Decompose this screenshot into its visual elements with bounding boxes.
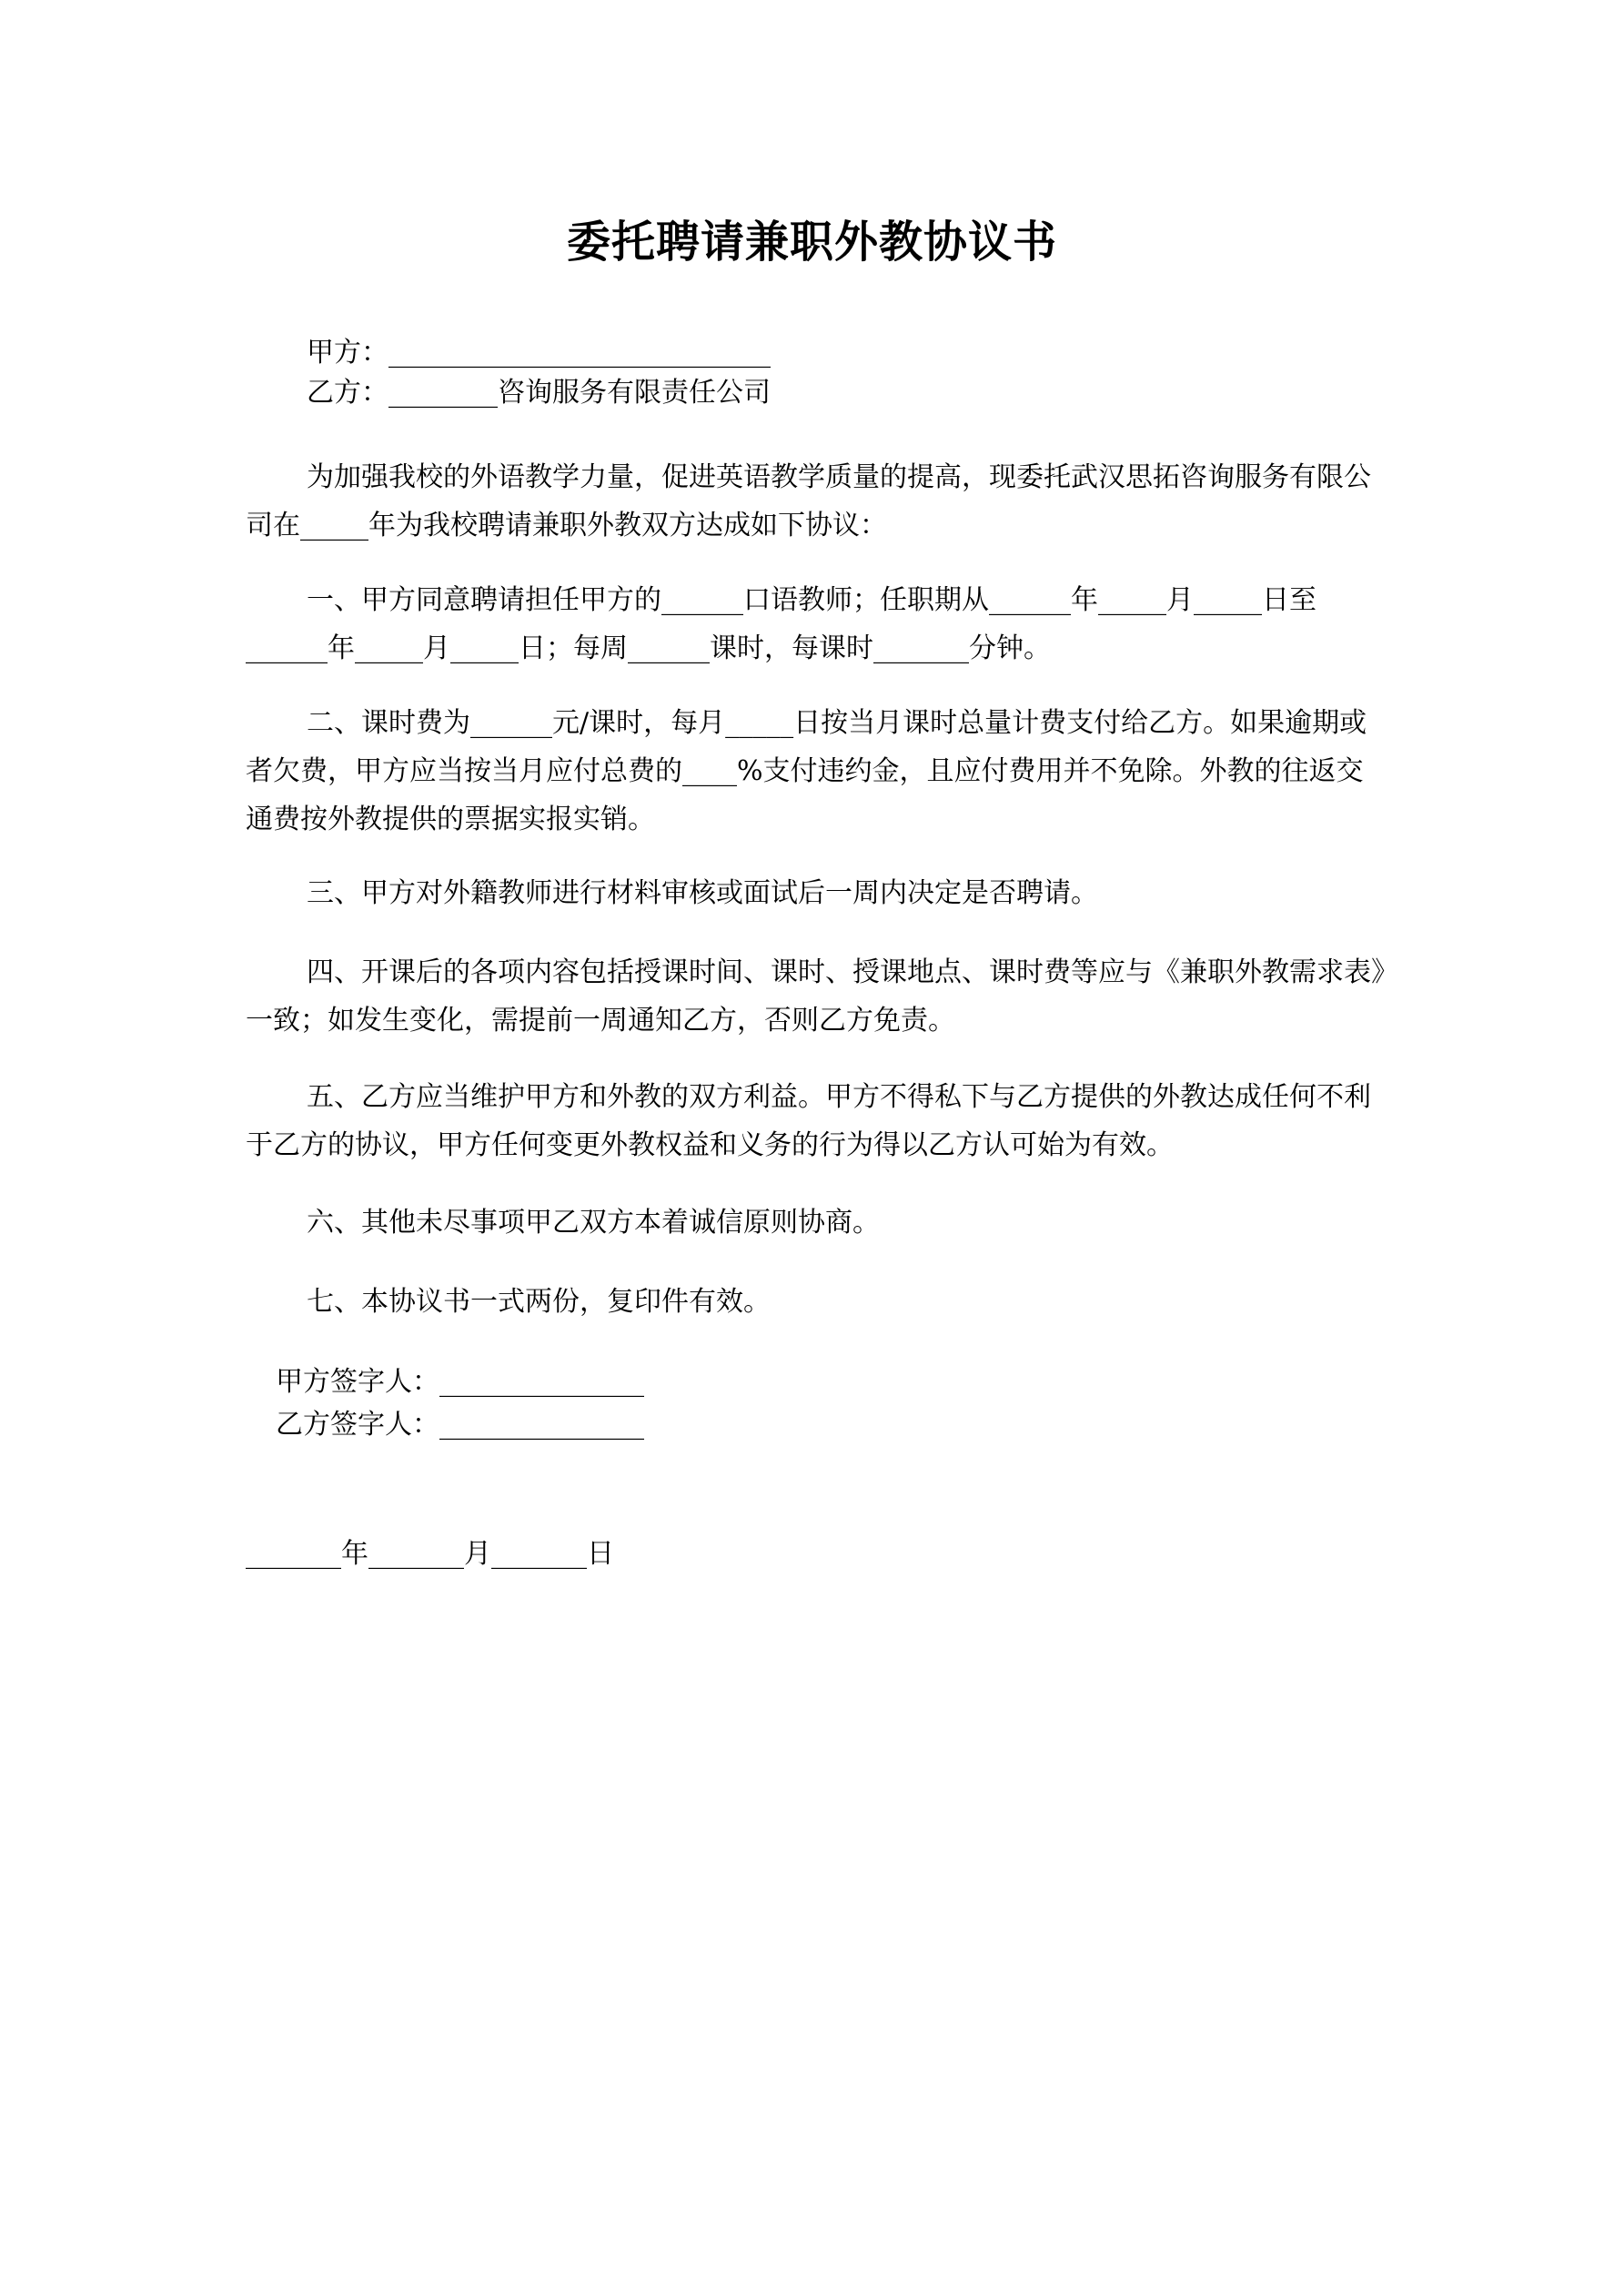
document-title: 委托聘请兼职外教协议书 <box>566 217 1057 268</box>
signer-b-line: 乙方签字人：_______________ <box>276 1409 644 1441</box>
clause-3: 三、甲方对外籍教师进行材料审核或面试后一周内决定是否聘请。 <box>307 877 1098 909</box>
clause-4: 四、开课后的各项内容包括授课时间、课时、授课地点、课时费等应与《兼职外教需求表》一致；如发生变化，需提前一周通知乙方，否则乙方免责。 <box>246 956 1385 1037</box>
clause-5: 五、乙方应当维护甲方和外教的双方利益。甲方不得私下与乙方提供的外教达成任何不利于乙方的协议，甲方任何变更外教权益和义务的行为得以乙方认可始为有效。 <box>246 1081 1371 1161</box>
clause-7: 七、本协议书一式两份，复印件有效。 <box>307 1286 771 1318</box>
clause-2: 二、课时费为______元/课时，每月_____日按当月课时总量计费支付给乙方。如果逾期或者欠费，甲方应当按当月应付总费的____%支付违约金，且应付费用并不免除。外教的往返交通费按外教提供的票据实报实销。 <box>246 707 1367 835</box>
clause-1: 一、甲方同意聘请担任甲方的______口语教师；任职期从______年_____月_____日至______年_____月_____日；每周______课时，每课时_______分钟。 <box>246 584 1316 664</box>
clause-6: 六、其他未尽事项甲乙双方本着诚信原则协商。 <box>307 1207 880 1239</box>
date-line: _______年_______月_______日 <box>246 1538 614 1570</box>
party-a-line: 甲方：____________________________ <box>307 337 771 369</box>
signer-a-line: 甲方签字人：_______________ <box>276 1366 644 1398</box>
party-b-line: 乙方：________咨询服务有限责任公司 <box>307 377 771 409</box>
preamble-paragraph: 为加强我校的外语教学力量，促进英语教学质量的提高，现委托武汉思拓咨询服务有限公司在_____年为我校聘请兼职外教双方达成如下协议： <box>246 461 1371 541</box>
